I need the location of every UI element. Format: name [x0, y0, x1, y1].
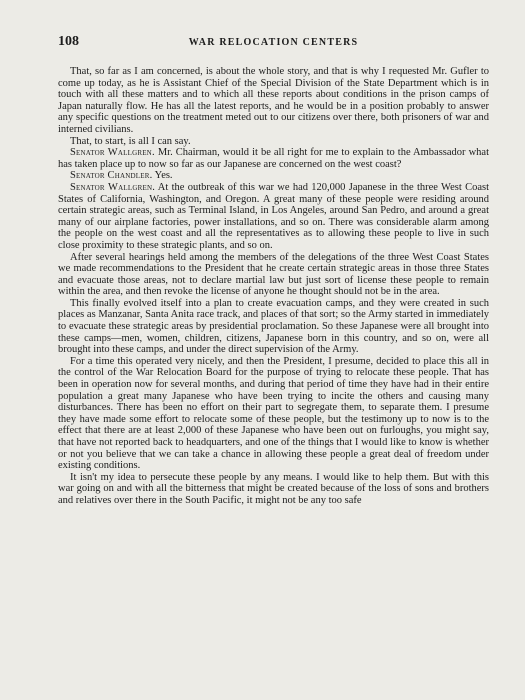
page-header [58, 34, 489, 56]
page-number: 108 [58, 34, 79, 49]
paragraph: It isn't my idea to persecute these people by any means. I would like to help them. But with this war going on and with all the bitterness that might be created because of the loss of sons and brothers and relatives over there in the South Pacific, it might not be any too safe [58, 471, 489, 506]
speaker-name: Senator Chandler. [70, 170, 153, 182]
paragraph: Senator Chandler. Yes. [70, 170, 173, 182]
paragraph: That, to start, is all I can say. [70, 135, 191, 147]
speaker-name: Senator Wallgren. [70, 147, 155, 159]
paragraph: Senator Wallgren. Mr. Chairman, would it be all right for me to explain to the Ambassador what has taken place up to now so far as our Japanese are concerned on the west coast? [58, 147, 489, 170]
paragraph: Senator Wallgren. At the outbreak of this war we had 120,000 Japanese in the three West Coast States of California, Washington, and Oregon. A great many of these people were residing around certain strategic areas, such as Terminal Island, in Los Angeles, around San Pedro, and around a great many of our airplane factories, power installations, and so on. There was considerable alarm among the people on the west coast and all the representatives as to allowing these people to live in such close proximity to these strategic plants, and so on. [58, 181, 489, 251]
paragraph: For a time this operated very nicely, and then the President, I presume, decided to place this all in the control of the War Relocation Board for the purpose of trying to relocate these people. That has been in operation now for several months, and during that period of time they have had in their entire population a great many Japanese who have been trying to incite the others and causing many disturbances. There has been no effort on their part to segregate them, to separate them. I presume they have made some effort to relocate some of these people, but the testimony up to now is to the effect that there are at least 2,000 of these Japanese who have been out on furloughs, you might say, that have not reported back to headquarters, and one of the things that I would like to know is whether or not you believe that we can take a chance in allowing these people a great deal of freedom under existing conditions. [58, 355, 489, 472]
paragraph: This finally evolved itself into a plan to create evacuation camps, and they were created in such places as Manzanar, Santa Anita race track, and places of that sort; so the Army started in immediately to evacuate these strategic areas by presidential proclamation. So these Japanese were all brought into these camps—men, women, children, citizens, Japanese born in this country, and so on, were all brought into these camps, and under the direct supervision of the Army. [58, 297, 489, 356]
paragraph: After several hearings held among the members of the delegations of the three West Coast States we made recommendations to the President that he create certain strategic areas in those three States and evacuate those areas, not to declare martial law but just sort of license these people to remain within the area, and then revoke the license of anyone he thought should not be in the area. [58, 251, 489, 298]
speaker-name: Senator Wallgren. [70, 181, 156, 193]
body-text [58, 66, 489, 507]
running-head: WAR RELOCATION CENTERS [188, 37, 359, 48]
paragraph: That, so far as I am concerned, is about the whole story, and that is why I requested Mr. Gufler to come up today, as he is Assistant Chief of the Special Division of the State Department which is in touch with all these matters and to which all these reports about conditions in the prison camps of Japan naturally flow. He has all the latest reports, and he would be in a position probably to answer any specific questions on the treatment meted out to our citizens over there, both prisoners of war and interned civilians. [58, 66, 489, 135]
